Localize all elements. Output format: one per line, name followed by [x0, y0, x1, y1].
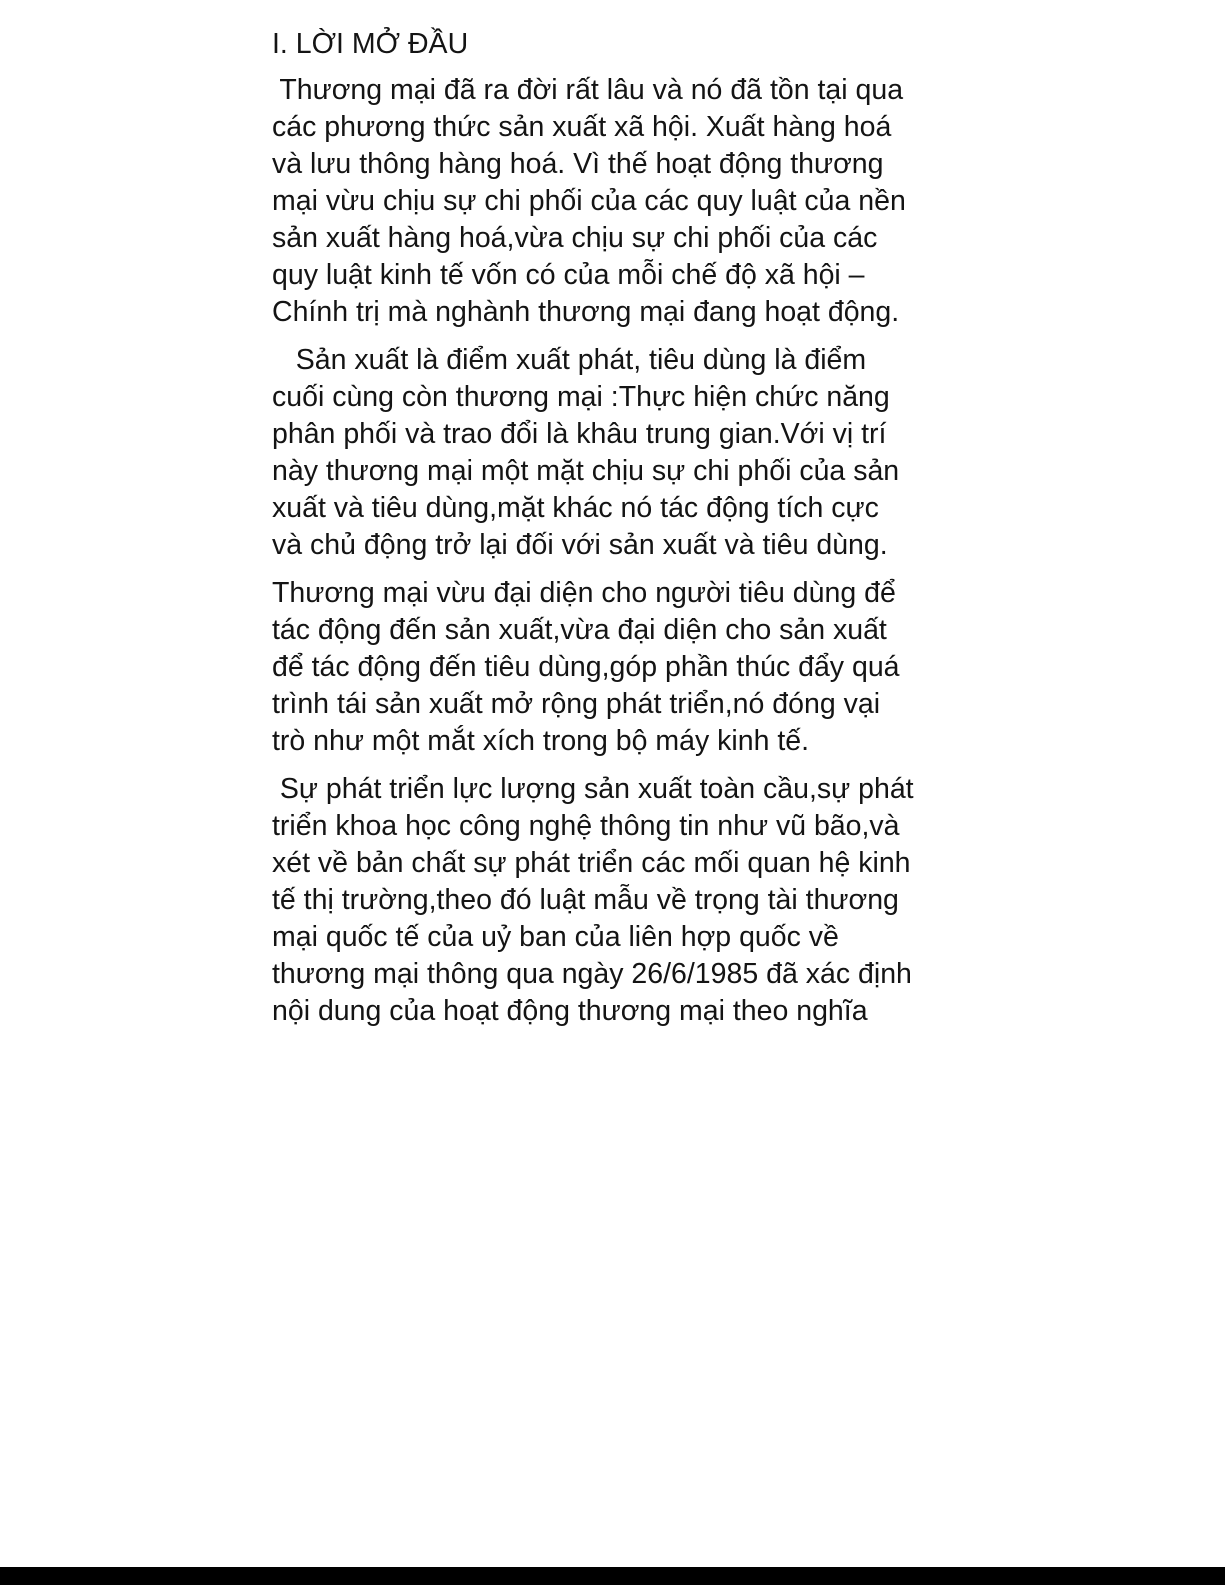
section-heading: I. LỜI MỞ ĐẦU [272, 28, 469, 60]
text-line: và lưu thông hàng hoá. Vì thế hoạt động thương [272, 148, 884, 180]
text-line: trình tái sản xuất mở rộng phát triển,nó đóng vại [272, 688, 881, 720]
paragraph-1 [272, 72, 962, 331]
document-body [272, 26, 962, 1041]
text-line: Sản xuất là điểm xuất phát, tiêu dùng là điểm [272, 344, 867, 376]
text-line: xuất và tiêu dùng,mặt khác nó tác động tích cực [272, 492, 879, 524]
paragraph-3 [272, 575, 962, 760]
text-line: Chính trị mà nghành thương mại đang hoạt động. [272, 296, 900, 328]
text-line: phân phối và trao đổi là khâu trung gian.Với vị trí [272, 418, 887, 450]
text-line: này thương mại một mặt chịu sự chi phối của sản [272, 455, 900, 487]
paragraph-4 [272, 771, 962, 1030]
text-line: Thương mại vừu đại diện cho người tiêu dùng để [272, 577, 896, 609]
text-line: Thương mại đã ra đời rất lâu và nó đã tồn tại qua [272, 74, 904, 106]
text-line: cuối cùng còn thương mại :Thực hiện chức năng [272, 381, 890, 413]
text-line: trò như một mắt xích trong bộ máy kinh tế. [272, 725, 810, 757]
text-line: và chủ động trở lại đối với sản xuất và tiêu dùng. [272, 529, 888, 561]
text-line: xét về bản chất sự phát triển các mối quan hệ kinh [272, 847, 911, 879]
text-line: sản xuất hàng hoá,vừa chịu sự chi phối của các [272, 222, 878, 254]
text-line: mại quốc tế của uỷ ban của liên hợp quốc về [272, 921, 839, 953]
text-line: các phương thức sản xuất xã hội. Xuất hàng hoá [272, 111, 892, 143]
page-bottom-rule [0, 1567, 1225, 1585]
text-line: thương mại thông qua ngày 26/6/1985 đã xác định [272, 958, 912, 990]
text-line: tế thị trường,theo đó luật mẫu về trọng tài thương [272, 884, 899, 916]
text-line: để tác động đến tiêu dùng,góp phần thúc đẩy quá [272, 651, 900, 683]
paragraph-2 [272, 342, 962, 564]
text-line: triển khoa học công nghệ thông tin như vũ bão,và [272, 810, 900, 842]
text-line: quy luật kinh tế vốn có của mỗi chế độ xã hội – [272, 259, 865, 291]
text-line: tác động đến sản xuất,vừa đại diện cho sản xuất [272, 614, 887, 646]
text-line: mại vừu chịu sự chi phối của các quy luật của nền [272, 185, 906, 217]
text-line: nội dung của hoạt động thương mại theo nghĩa [272, 995, 868, 1027]
text-line: Sự phát triển lực lượng sản xuất toàn cầu,sự phát [272, 773, 914, 805]
